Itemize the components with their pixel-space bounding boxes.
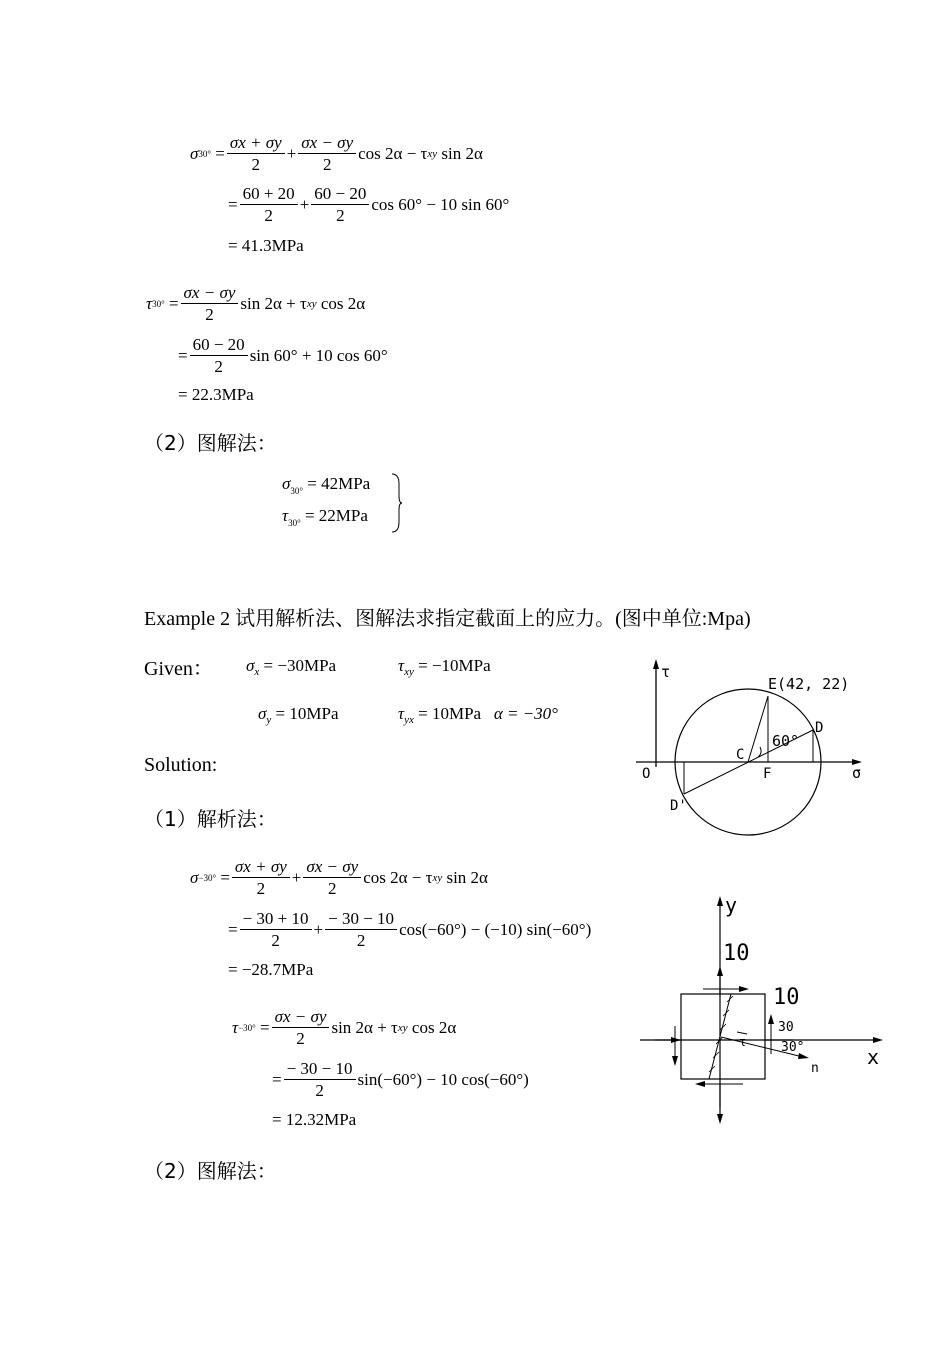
given-sigma-x: $\sigma_x = -30MPa$ (246, 656, 337, 678)
element-square (681, 994, 765, 1079)
top-normal-arrowhead (717, 966, 723, 976)
given-tau-yx: $\tau_{yx} = 10MPa$ α = −30° (398, 704, 558, 726)
angle-label: 60° (772, 732, 800, 750)
tau-axis-label: τ (661, 663, 671, 681)
bottom-normal-arrowhead (717, 1114, 723, 1124)
given-label: Given： (144, 658, 213, 680)
tau-neg30-result: = 12.32MPa (272, 1110, 357, 1129)
sigma-neg30-substitution: = $\frac{- 30 + 10}{2}$ + $\frac{- 30 - 10}{2}$ cos(−60°) − (−10) sin(−60°) (228, 909, 592, 950)
solution-label: Solution: (144, 754, 218, 776)
tau-arrow (737, 1032, 747, 1034)
val-10-right: 10 (773, 985, 800, 1010)
given-tau-xy: $\tau_{xy} = -10MPa$ (398, 656, 491, 678)
line-C-E (748, 696, 768, 762)
tau30-substitution: = $\frac{60 - 20}{2}$ sin 60° + 10 cos 60° (178, 335, 388, 376)
point-F-label: F (763, 766, 772, 782)
x-axis-arrow (873, 1037, 883, 1043)
sigma30-result: = 41.3MPa (228, 236, 304, 255)
y-axis-label: y (725, 893, 738, 917)
graphic-method-heading-2: （2）图解法： (144, 1159, 277, 1183)
sigma30-substitution: = $\frac{60 + 20}{2}$ + $\frac{60 - 20}{2}$ cos 60° − 10 sin 60° (228, 184, 510, 225)
origin-label: O (642, 766, 651, 782)
n-label: n (811, 1061, 819, 1076)
val-10-top: 10 (723, 941, 750, 966)
point-D-label: D (815, 720, 824, 736)
point-C-label: C (736, 747, 745, 763)
val-30: 30 (778, 1020, 794, 1035)
stress-element-diagram (635, 892, 895, 1132)
tau-neg30-formula: τ −30° = $\frac{\sigma x - \sigma y}{2}$ sin 2α + τ xy cos 2α (232, 1007, 457, 1048)
given-sigma-y: $\sigma_y = 10MPa$ (258, 704, 339, 726)
left-shear-arrowhead (672, 1056, 678, 1066)
sigma-neg30-formula: σ −30° = $\frac{\sigma x + \sigma y}{2}$ + $\frac{\sigma x - \sigma y}{2}$ cos 2α − τ xy sin 2α (190, 857, 488, 898)
left-normal-arrowhead (671, 1037, 681, 1043)
brace (390, 472, 404, 534)
right-shear-arrowhead (768, 1014, 774, 1024)
sigma-axis-label: σ (852, 764, 862, 782)
bottom-shear-arrowhead (695, 1081, 705, 1087)
point-Dprime-label: D' (670, 798, 687, 814)
tau30-formula: τ 30° = $\frac{\sigma x - \sigma y}{2}$ sin 2α + τ xy cos 2α (146, 283, 366, 324)
tau-axis-arrow (653, 659, 659, 669)
sigma-neg30-result: = −28.7MPa (228, 960, 314, 979)
tau30-result: = 22.3MPa (178, 385, 254, 404)
point-E-label: E(42, 22) (768, 675, 850, 693)
sigma30-formula: σ 30° = $\frac{\sigma x + \sigma y}{2}$ + $\frac{\sigma x - \sigma y}{2}$ cos 2α − τ xy sin 2α (190, 133, 483, 174)
tau-neg30-substitution: = $\frac{- 30 - 10}{2}$ sin(−60°) − 10 cos(−60°) (272, 1059, 529, 1100)
y-axis-arrow (717, 896, 723, 906)
graphic-sigma-result: $\sigma_{30^\circ} = 42MPa$ (282, 474, 371, 496)
x-axis-label: x (867, 1045, 880, 1069)
angle-30: 30° (781, 1040, 805, 1055)
graphic-tau-result: $\tau_{30^\circ} = 22MPa$ (282, 506, 368, 528)
tau-label: τ (739, 1035, 747, 1049)
analytic-method-heading: （1）解析法： (144, 807, 277, 831)
top-shear-arrowhead (739, 986, 749, 992)
mohr-circle-diagram (630, 655, 875, 845)
graphic-method-heading-1: （2）图解法： (144, 431, 277, 455)
example2-title: Example 2 试用解析法、图解法求指定截面上的应力。(图中单位:Mpa) (144, 608, 751, 630)
